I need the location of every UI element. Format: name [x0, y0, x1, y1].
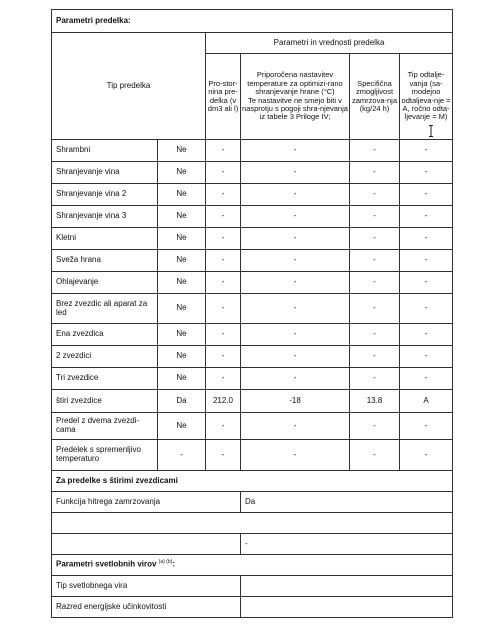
- row-present: Ne: [158, 162, 206, 184]
- row-defrost: -: [400, 346, 453, 368]
- row-volume: -: [206, 324, 241, 346]
- row-defrost: -: [400, 250, 453, 272]
- table-row: [52, 413, 453, 440]
- row-name: Ohlajevanje: [52, 272, 158, 294]
- four-star-section-title: Za predelke s štirimi zvezdicami: [52, 471, 453, 492]
- row-volume: -: [206, 272, 241, 294]
- row-capacity: -: [350, 250, 400, 272]
- row-present: Da: [158, 390, 206, 413]
- row-volume: -: [206, 368, 241, 390]
- row-capacity: -: [350, 413, 400, 440]
- text-cursor-icon: [428, 125, 434, 137]
- row-defrost: -: [400, 206, 453, 228]
- row-volume: -: [206, 440, 241, 471]
- light-section-footnote-marks: (a) (b): [158, 559, 173, 566]
- row-temperature: -: [241, 162, 350, 184]
- row-volume: -: [206, 206, 241, 228]
- row-name: Predel z dvema zvezdi-cama: [52, 413, 158, 440]
- table-row: [52, 294, 453, 324]
- row-volume: -: [206, 140, 241, 162]
- header-tip-predelka: Tip predelka: [52, 33, 206, 140]
- header-volume: Pro-stor-nina pre-delka (v dm3 ali l): [206, 54, 241, 140]
- table-row: [52, 346, 453, 368]
- row-present: Ne: [158, 368, 206, 390]
- row-temperature: -: [241, 206, 350, 228]
- row-defrost: -: [400, 368, 453, 390]
- row-capacity: -: [350, 162, 400, 184]
- table-row: [52, 250, 453, 272]
- row-capacity: -: [350, 294, 400, 324]
- row-name: Tri zvezdice: [52, 368, 158, 390]
- table-row: [52, 440, 453, 471]
- row-name: Ena zvezdica: [52, 324, 158, 346]
- table-row: [52, 272, 453, 294]
- row-name: 2 zvezdici: [52, 346, 158, 368]
- empty-row: [52, 513, 453, 534]
- row-name: Shrambni: [52, 140, 158, 162]
- energy-class-label: Razred energijske učinkovitosti: [52, 597, 241, 618]
- row-name: Brez zvezdic ali aparat za led: [52, 294, 158, 324]
- compartment-parameters-table: [51, 9, 453, 618]
- row-defrost: -: [400, 294, 453, 324]
- header-defrost-type: Tip odtalje-vanja (sa-modejno odtaljeva-nje = A, ročno odta-ljevanje = M): [400, 54, 453, 140]
- table-row: [52, 368, 453, 390]
- row-name: Shranjevanje vina: [52, 162, 158, 184]
- row-capacity: -: [350, 346, 400, 368]
- row-defrost: A: [400, 390, 453, 413]
- row-present: Ne: [158, 140, 206, 162]
- row-volume: -: [206, 346, 241, 368]
- row-temperature: -18: [241, 390, 350, 413]
- header-temperature: [241, 54, 350, 140]
- row-volume: -: [206, 162, 241, 184]
- energy-class-value: [241, 597, 453, 618]
- table-row: [52, 324, 453, 346]
- header-freezing-capacity: Specifična zmogljivost zamrzova-nja (kg/24 h): [350, 54, 400, 140]
- row-temperature: -: [241, 250, 350, 272]
- row-volume: 212.0: [206, 390, 241, 413]
- row-defrost: -: [400, 324, 453, 346]
- row-volume: -: [206, 413, 241, 440]
- row-name: Predelek s spremenljivo temperaturo: [52, 440, 158, 471]
- row-temperature: -: [241, 440, 350, 471]
- row-capacity: -: [350, 206, 400, 228]
- row-capacity: 13.8: [350, 390, 400, 413]
- row-present: Ne: [158, 184, 206, 206]
- row-present: Ne: [158, 346, 206, 368]
- row-temperature: -: [241, 346, 350, 368]
- row-present: Ne: [158, 250, 206, 272]
- header-temperature-note: Te nastavitve ne smejo biti v nasprotju s pogoji shra-njevanja iz tabele 3 Priloge IV;: [242, 95, 348, 122]
- header-temperature-recommendation: Priporočena nastavitev temperature za optimizi-rano shranjevanje hrane (°C): [247, 70, 343, 97]
- table-row: [52, 206, 453, 228]
- table-title: Parametri predelka:: [52, 10, 453, 33]
- row-defrost: -: [400, 162, 453, 184]
- table-row: [52, 162, 453, 184]
- row-defrost: -: [400, 272, 453, 294]
- row-capacity: -: [350, 140, 400, 162]
- row-temperature: -: [241, 324, 350, 346]
- table-row: [52, 184, 453, 206]
- table-row: [52, 140, 453, 162]
- row-capacity: -: [350, 368, 400, 390]
- light-section-title-colon: :: [172, 559, 176, 569]
- header-parameter-group: Parametri in vrednosti predelka: [206, 33, 453, 54]
- empty-row-value: -: [241, 534, 453, 555]
- row-name: Shranjevanje vina 2: [52, 184, 158, 206]
- row-name: Kletni: [52, 228, 158, 250]
- row-capacity: -: [350, 228, 400, 250]
- row-capacity: -: [350, 184, 400, 206]
- row-defrost: -: [400, 140, 453, 162]
- row-name: Shranjevanje vina 3: [52, 206, 158, 228]
- row-name: Sveža hrana: [52, 250, 158, 272]
- row-temperature: -: [241, 140, 350, 162]
- fast-freeze-label: Funkcija hitrega zamrzovanja: [52, 492, 241, 513]
- row-present: -: [158, 440, 206, 471]
- row-defrost: -: [400, 440, 453, 471]
- row-temperature: -: [241, 294, 350, 324]
- row-temperature: -: [241, 272, 350, 294]
- row-present: Ne: [158, 294, 206, 324]
- light-type-label: Tip svetlobnega vira: [52, 576, 241, 597]
- row-temperature: -: [241, 228, 350, 250]
- row-present: Ne: [158, 228, 206, 250]
- row-present: Ne: [158, 206, 206, 228]
- light-section-title: [52, 555, 453, 576]
- row-volume: -: [206, 294, 241, 324]
- row-capacity: -: [350, 324, 400, 346]
- row-volume: -: [206, 250, 241, 272]
- light-type-value: [241, 576, 453, 597]
- fast-freeze-value: Da: [241, 492, 453, 513]
- row-defrost: -: [400, 413, 453, 440]
- row-volume: -: [206, 184, 241, 206]
- table-row: [52, 228, 453, 250]
- row-defrost: -: [400, 184, 453, 206]
- light-section-title-text: Parametri svetlobnih virov: [56, 559, 157, 569]
- row-present: Ne: [158, 272, 206, 294]
- row-temperature: -: [241, 184, 350, 206]
- row-volume: -: [206, 228, 241, 250]
- table-row: [52, 390, 453, 413]
- empty-row-label: [52, 534, 241, 555]
- compartment-parameters-document: [51, 9, 452, 618]
- row-name: štiri zvezdice: [52, 390, 158, 413]
- row-temperature: -: [241, 368, 350, 390]
- row-defrost: -: [400, 228, 453, 250]
- row-capacity: -: [350, 272, 400, 294]
- row-capacity: -: [350, 440, 400, 471]
- row-present: Ne: [158, 413, 206, 440]
- row-present: Ne: [158, 324, 206, 346]
- row-temperature: -: [241, 413, 350, 440]
